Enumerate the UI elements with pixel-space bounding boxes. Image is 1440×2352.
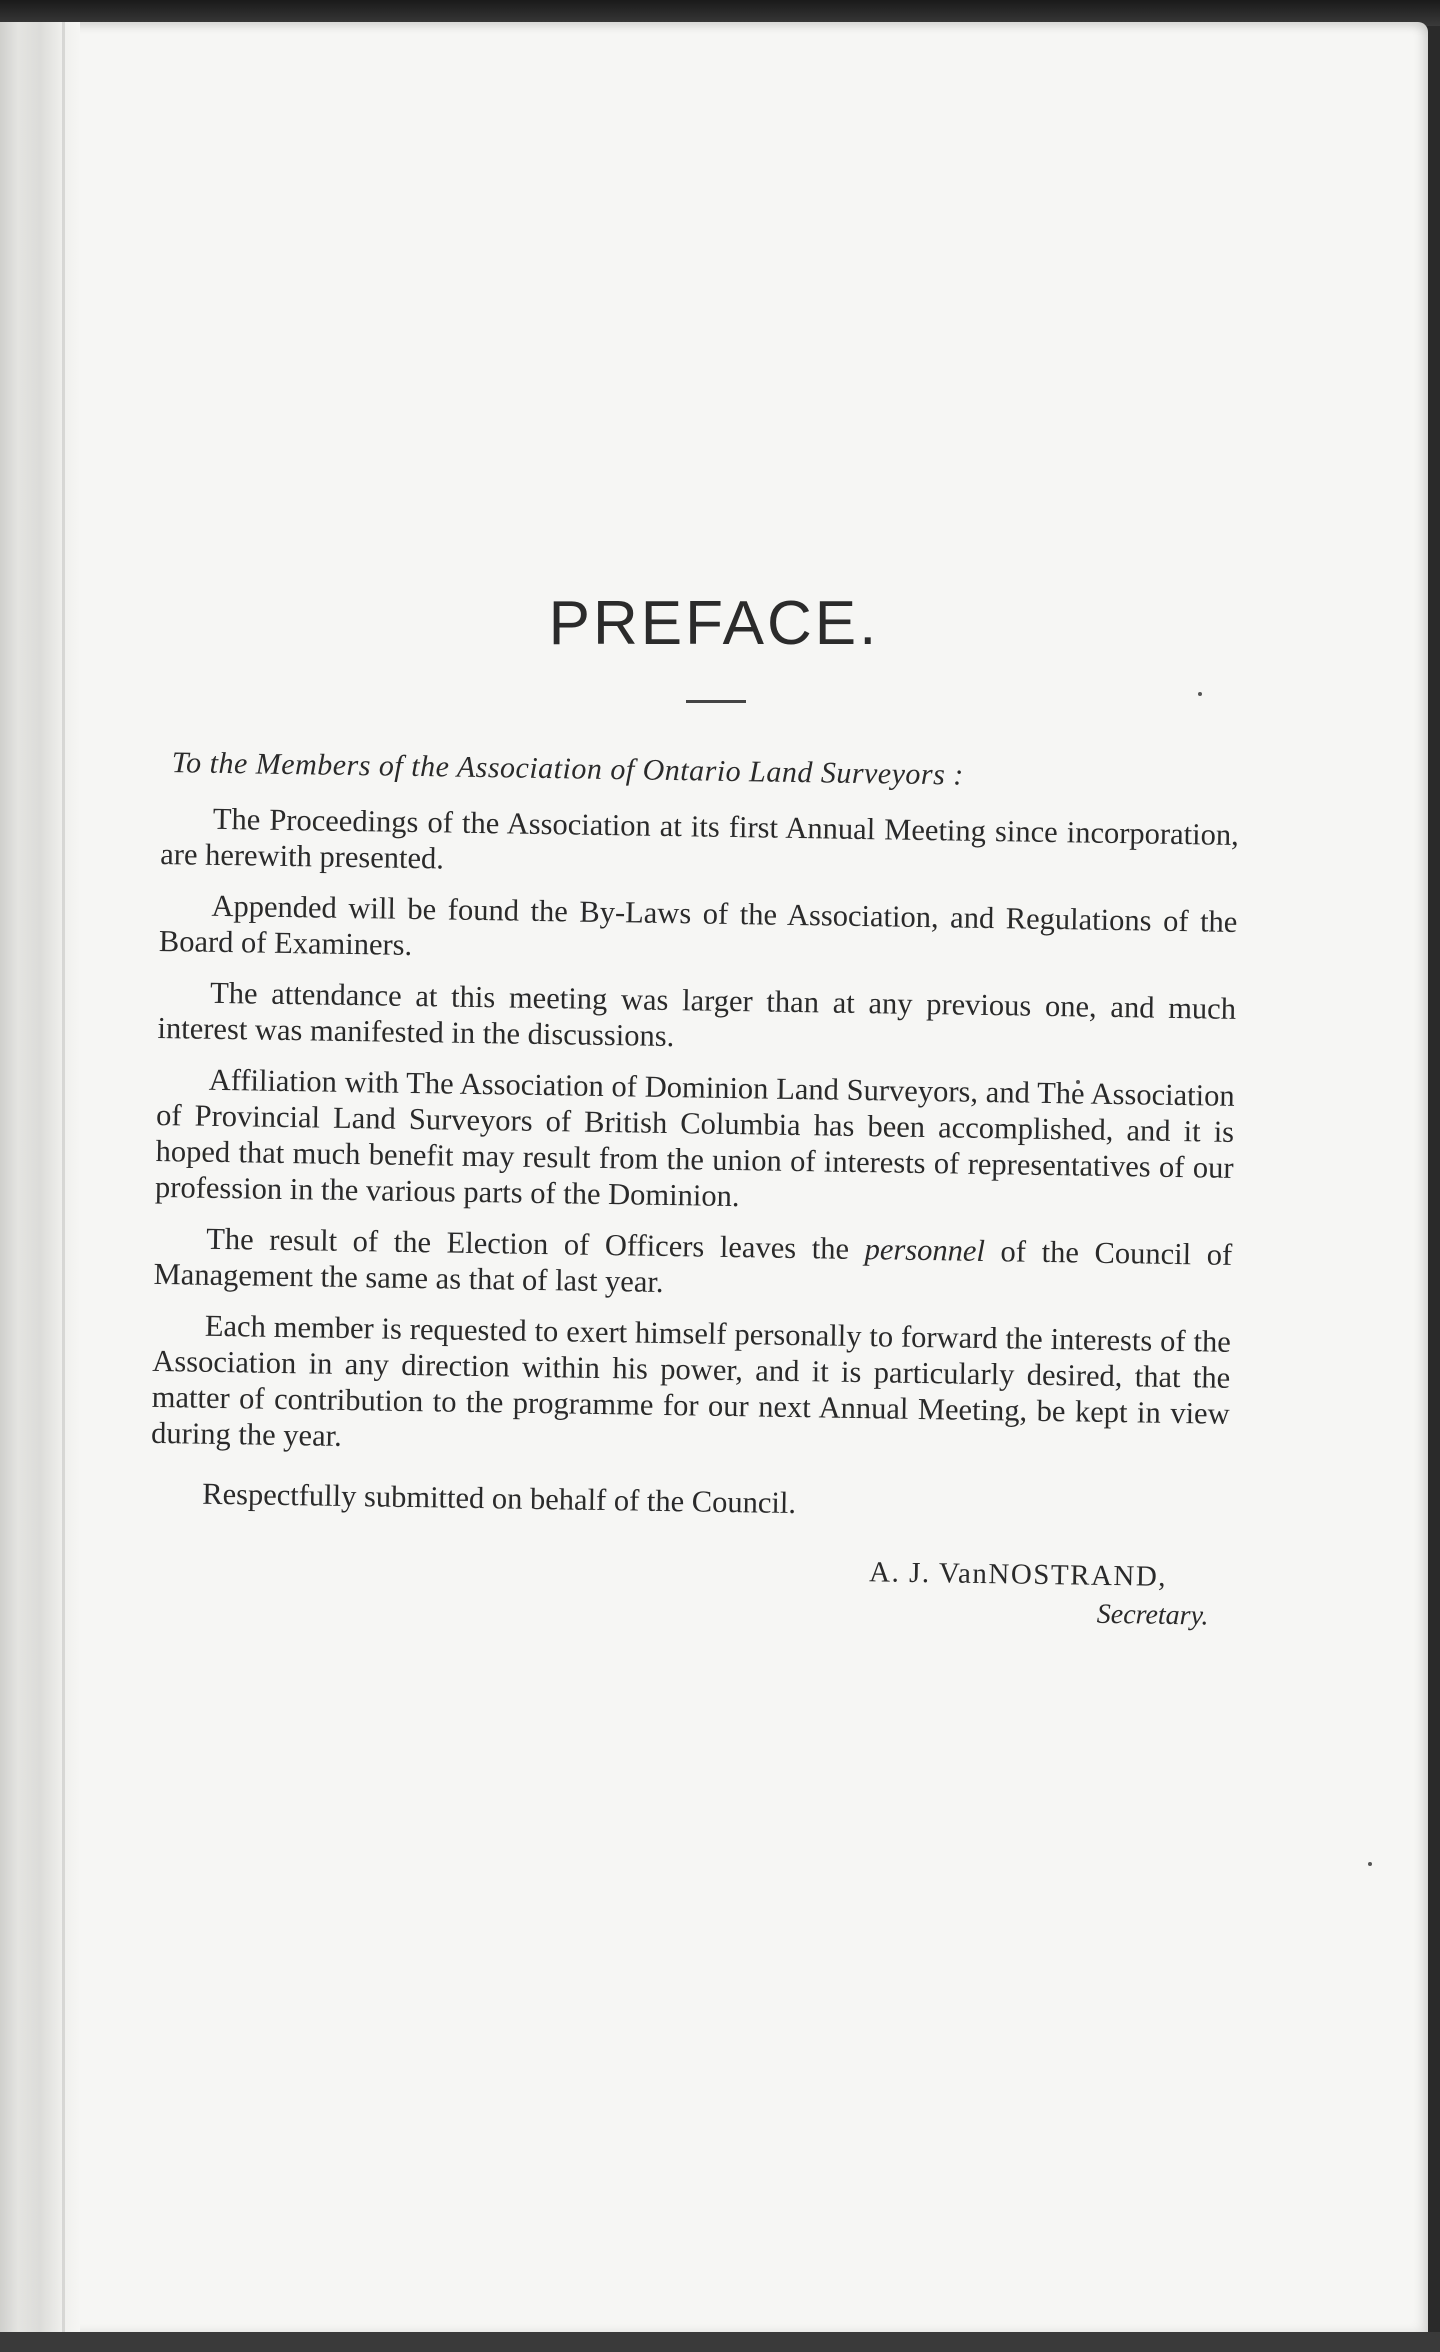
- officers-emphasis: personnel: [864, 1232, 986, 1268]
- paragraph: Affiliation with The Association of Dominion Land Surveyors, and The Association of Provincial Land Surveyors of British Columbia has been accomplished, and it is hoped that much benefit may result from the union of interests of representatives of our profession in the various parts of the Dominion.: [154, 1062, 1235, 1214]
- book-page: [0, 22, 1428, 2332]
- scan-bottom-edge: [0, 2332, 1440, 2352]
- print-speck: [1368, 1862, 1372, 1866]
- signature-name: A. J. VanNOSTRAND,: [868, 1556, 1168, 1593]
- page-title: PREFACE.: [548, 589, 880, 658]
- closing-line: Respectfully submitted on behalf of the Council.: [201, 1476, 797, 1521]
- paragraph: The attendance at this meeting was larger than at any previous one, and much interest was manifested in the discussions.: [157, 975, 1237, 1054]
- page-gutter: [0, 22, 80, 2332]
- salutation: To the Members of the Association of Ontario Land Surveyors :: [171, 746, 965, 792]
- preface-body: [148, 746, 1240, 1633]
- title-rule: [686, 700, 746, 703]
- signature-title: Secretary.: [1096, 1598, 1209, 1632]
- officers-text-end: of the Council of Management the same as that of last year.: [153, 1233, 1233, 1299]
- paragraph-officers: [153, 1220, 1232, 1309]
- paragraph: Each member is requested to exert himself personally to forward the interests of the Association in any direction within his power, and it is particularly desired, that the matter of contribution to the programme for our next Annual Meeting, be kept in view during the year.: [150, 1308, 1232, 1453]
- paragraph: The Proceedings of the Association at its first Annual Meeting since incorporation, are herewith presented.: [160, 801, 1240, 876]
- officers-text-start: The result of the Election of Officers leaves the: [205, 1221, 865, 1267]
- paragraph: Appended will be found the By-Laws of the Association, and Regulations of the Board of Examiners.: [158, 888, 1238, 962]
- print-speck: [1198, 692, 1202, 696]
- gutter-crease: [62, 22, 65, 2332]
